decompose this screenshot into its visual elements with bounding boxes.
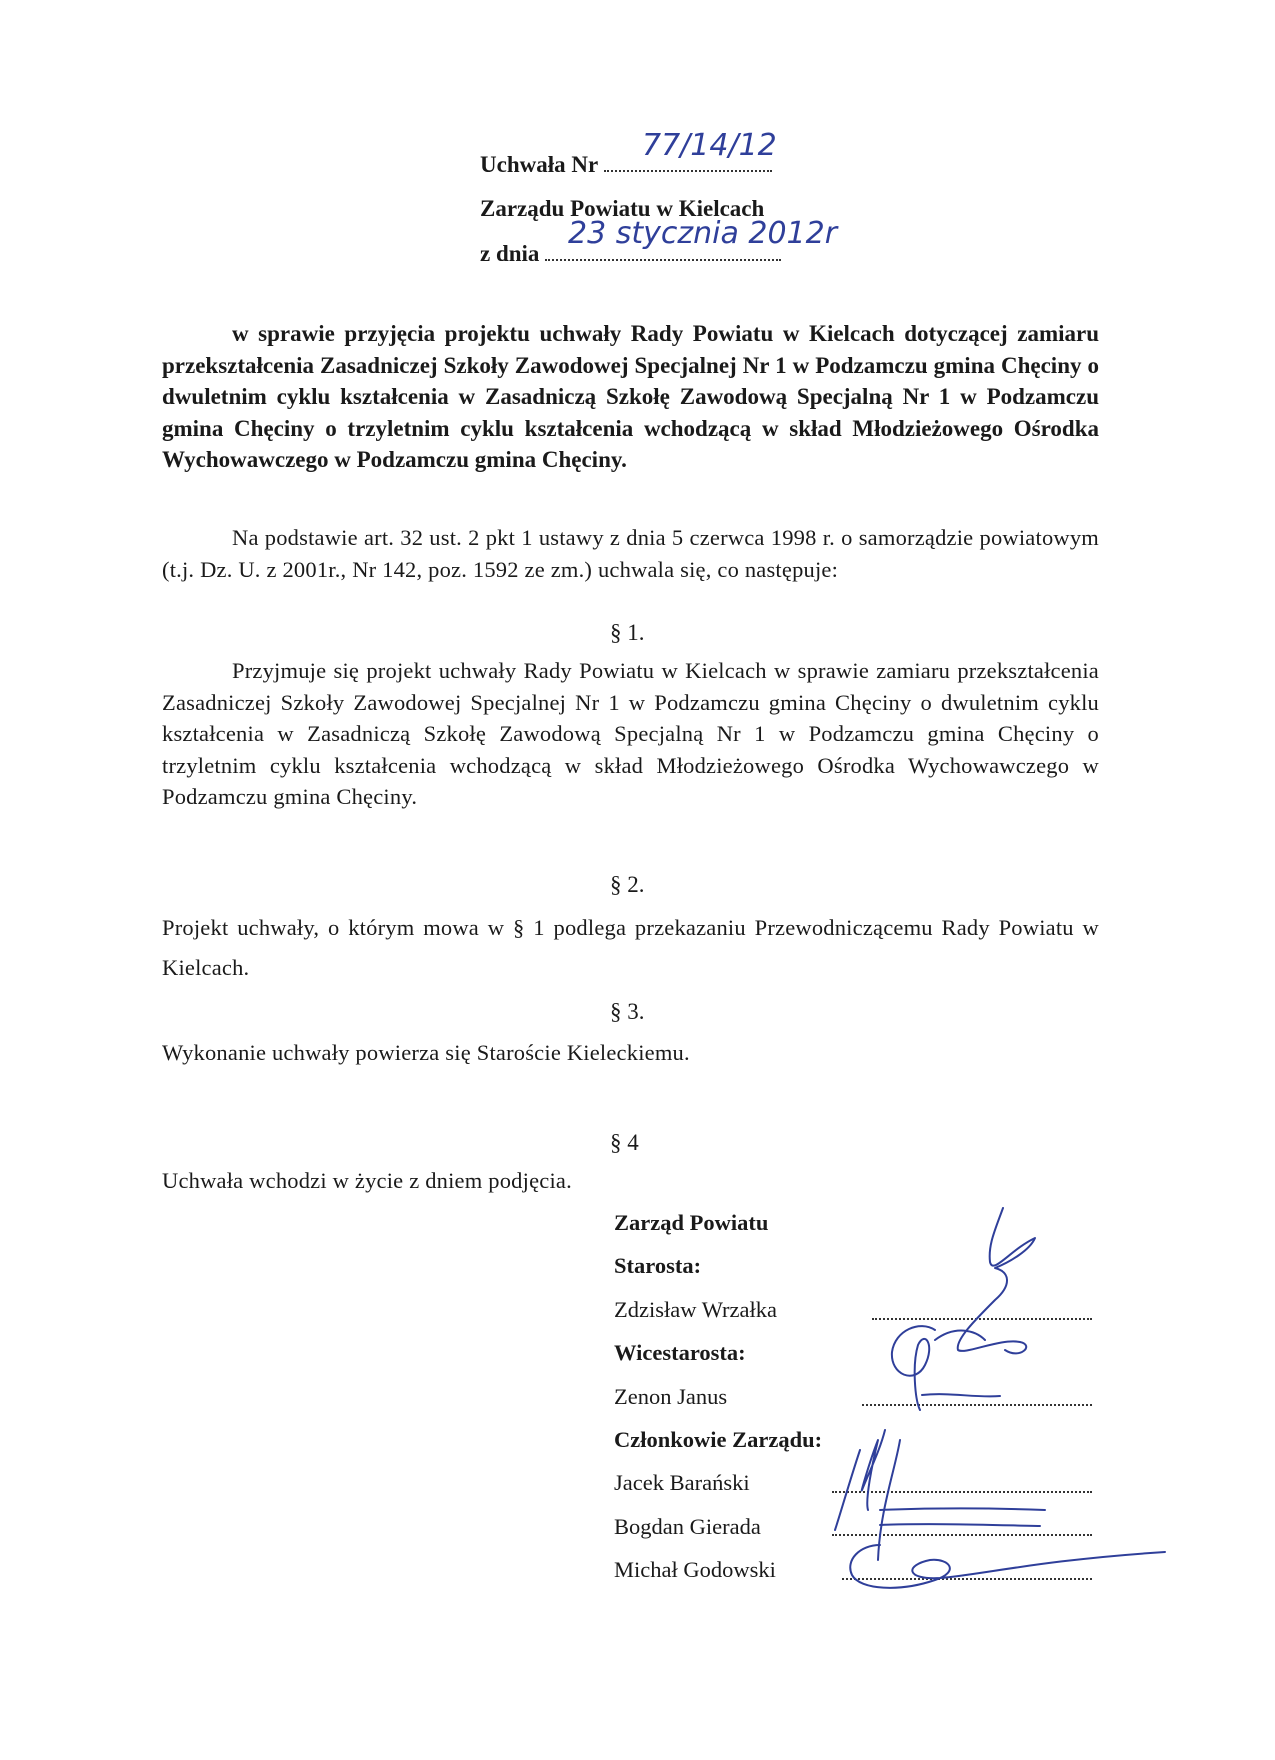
resolution-number-label: Uchwała Nr bbox=[480, 152, 598, 177]
signature-wicestarosta bbox=[892, 1326, 1000, 1410]
number-dotted-line bbox=[604, 166, 772, 172]
member-name-3: Michał Godowski bbox=[614, 1557, 776, 1582]
signature-member-1 bbox=[835, 1430, 900, 1560]
member-3-signature-line bbox=[842, 1576, 1092, 1580]
member-1-signature-line bbox=[832, 1489, 1092, 1493]
wicestarosta-name: Zenon Janus bbox=[614, 1384, 728, 1409]
resolution-subject: w sprawie przyjęcia projektu uchwały Rady Powiatu w Kielcach dotyczącej zamiaru przekształcenia Zasadniczej Szkoły Zawodowej Specjalnej Nr 1 w Podzamczu gmina Chęciny o dwuletnim cyklu kształcenia w Zasadniczą Szkołę Zawodową Specjalną Nr 1 w Podzamczu gmina Chęciny o trzyletnim cyklu kształcenia wchodzącą w skład Młodzieżowego Ośrodka Wychowawczego w Podzamczu gmina Chęciny. bbox=[162, 321, 1099, 472]
signature-starosta bbox=[958, 1208, 1035, 1353]
wicestarosta-signature-line bbox=[862, 1402, 1092, 1406]
section-4-mark: § 4 bbox=[610, 1130, 639, 1155]
board-title: Zarząd Powiatu bbox=[614, 1210, 769, 1235]
starosta-signature-line bbox=[872, 1316, 1092, 1320]
section-3-mark: § 3. bbox=[610, 999, 645, 1024]
member-2-signature-line bbox=[832, 1532, 1092, 1536]
date-label: z dnia bbox=[480, 241, 540, 266]
handwritten-date: 23 stycznia 2012r bbox=[568, 216, 838, 251]
member-name-1: Jacek Barański bbox=[614, 1470, 750, 1495]
starosta-label: Starosta: bbox=[614, 1253, 702, 1278]
section-1-text: Przyjmuje się projekt uchwały Rady Powiatu w Kielcach w sprawie zamiaru przekształcenia Zasadniczej Szkoły Zawodowej Specjalnej Nr 1 w Podzamczu gmina Chęciny o dwuletnim cyklu kształcenia w Zasadniczą Szkołę Zawodową Specjalną Nr 1 w Podzamczu gmina Chęciny o trzyletnim cyklu kształcenia wchodzącą w skład Młodzieżowego Ośrodka Wychowawczego w Podzamczu gmina Chęciny. bbox=[162, 658, 1099, 809]
issuer-title: Zarządu Powiatu w Kielcach bbox=[480, 196, 765, 221]
signature-member-2 bbox=[880, 1509, 1045, 1527]
section-4-text: Uchwała wchodzi w życie z dniem podjęcia. bbox=[162, 1168, 572, 1193]
section-2-mark: § 2. bbox=[610, 872, 645, 897]
legal-basis: Na podstawie art. 32 ust. 2 pkt 1 ustawy z dnia 5 czerwca 1998 r. o samorządzie powiatowym (t.j. Dz. U. z 2001r., Nr 142, poz. 1592 ze zm.) uchwala się, co następuje: bbox=[162, 525, 1099, 582]
wicestarosta-label: Wicestarosta: bbox=[614, 1340, 746, 1365]
section-3-text: Wykonanie uchwały powierza się Staroście Kieleckiemu. bbox=[162, 1040, 690, 1065]
members-label: Członkowie Zarządu: bbox=[614, 1427, 823, 1452]
signature-member-3 bbox=[850, 1545, 1165, 1588]
member-name-2: Bogdan Gierada bbox=[614, 1514, 761, 1539]
date-dotted-line bbox=[545, 255, 781, 261]
starosta-name: Zdzisław Wrzałka bbox=[614, 1297, 777, 1322]
section-1-mark: § 1. bbox=[610, 620, 645, 645]
handwritten-resolution-number: 77/14/12 bbox=[642, 128, 777, 163]
section-2-text: Projekt uchwały, o którym mowa w § 1 podlega przekazaniu Przewodniczącemu Rady Powiatu w Kielcach. bbox=[162, 915, 1099, 980]
